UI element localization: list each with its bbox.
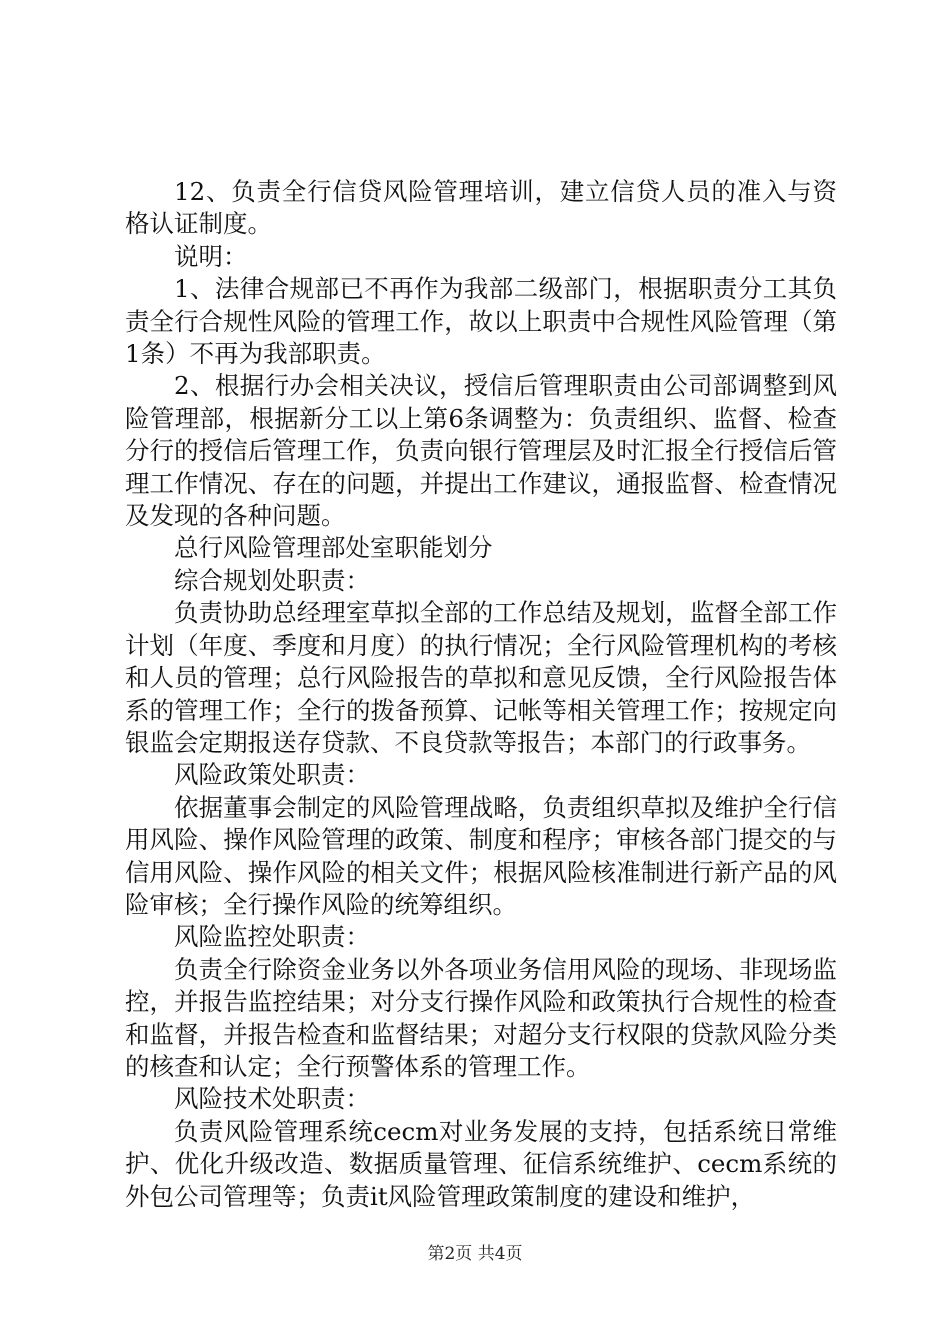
note-item-1: 1、法律合规部已不再作为我部二级部门，根据职责分工其负责全行合规性风险的管理工作，故以上职责中合规性风险管理（第1条）不再为我部职责。: [125, 274, 837, 369]
paragraph-item-12: 12、负责全行信贷风险管理培训，建立信贷人员的准入与资格认证制度。: [125, 177, 837, 239]
subsection-heading-technology: 风险技术处职责：: [174, 1084, 370, 1114]
subsection-heading-monitoring: 风险监控处职责：: [174, 922, 370, 952]
note-item-2: 2、根据行办会相关决议，授信后管理职责由公司部调整到风险管理部，根据新分工以上第6条调整为：负责组织、监督、检查分行的授信后管理工作，负责向银行管理层及时汇报全行授信后管理工作情况、存在的问题，并提出工作建议，通报监督、检查情况及发现的各种问题。: [125, 371, 837, 531]
subsection-heading-policy: 风险政策处职责：: [174, 760, 370, 790]
document-body: [125, 176, 837, 1213]
subsection-body-technology: 负责风险管理系统cecm对业务发展的支持，包括系统日常维护、优化升级改造、数据质量管理、征信系统维护、cecm系统的外包公司管理等；负责it风险管理政策制度的建设和维护，: [125, 1116, 837, 1211]
subsection-heading-planning: 综合规划处职责：: [174, 565, 370, 595]
subsection-body-monitoring: 负责全行除资金业务以外各项业务信用风险的现场、非现场监控，并报告监控结果；对分支行操作风险和政策执行合规性的检查和监督，并报告检查和监督结果；对超分支行权限的贷款风险分类的核查和认定；全行预警体系的管理工作。: [125, 954, 837, 1081]
subsection-body-policy: 依据董事会制定的风险管理战略，负责组织草拟及维护全行信用风险、操作风险管理的政策、制度和程序；审核各部门提交的与信用风险、操作风险的相关文件；根据风险核准制进行新产品的风险审核；全行操作风险的统筹组织。: [125, 792, 837, 919]
subsection-body-planning: 负责协助总经理室草拟全部的工作总结及规划，监督全部工作计划（年度、季度和月度）的执行情况；全行风险管理机构的考核和人员的管理；总行风险报告的草拟和意见反馈，全行风险报告体系的管理工作；全行的拨备预算、记帐等相关管理工作；按规定向银监会定期报送存贷款、不良贷款等报告；本部门的行政事务。: [125, 598, 837, 757]
section-title: 总行风险管理部处室职能划分: [174, 533, 493, 563]
note-heading: 说明：: [174, 241, 248, 271]
page-number-footer: 第2页 共4页: [427, 1244, 523, 1264]
